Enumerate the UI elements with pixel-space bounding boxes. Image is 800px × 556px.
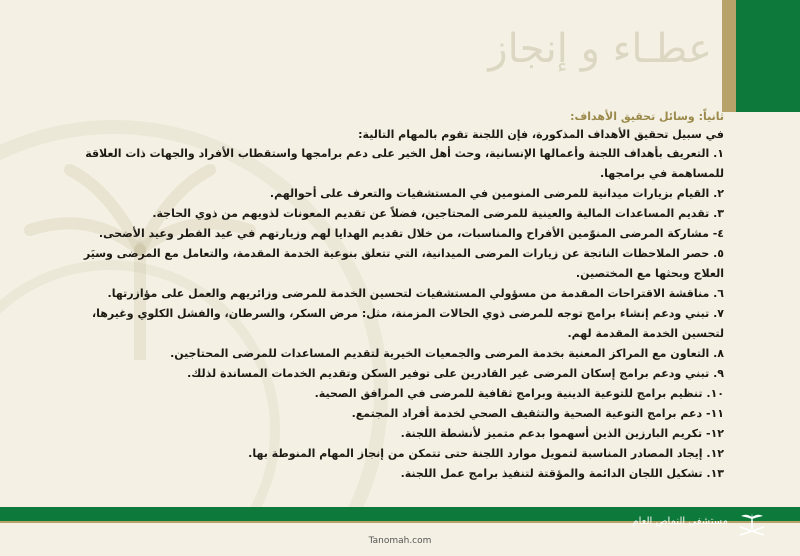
list-item: ٦. مناقشة الاقتراحات المقدمة من مسؤولي المستشفيات لتحسين الخدمة للمرضى وزائريهم والعمل على مؤازرتها. <box>107 287 724 300</box>
header-title: عطـاء و إنجاز <box>488 26 712 72</box>
site-watermark-text: Tanomah.com <box>368 536 432 546</box>
list-item: ٨. التعاون مع المراكز المعنية بخدمة المرضى والجمعيات الخيرية لتقديم المساعدات للمرضى المحتاجين. <box>170 347 724 360</box>
hospital-name: مستشفى النماص العام <box>632 516 728 527</box>
list-item: ١٣. تشكيل اللجان الدائمة والمؤقتة لتنفيذ برامج عمل اللجنة. <box>400 467 724 480</box>
top-gold-bar <box>722 0 736 112</box>
list-item: ٩. تبني ودعم برامج إسكان المرضى غير القادرين على توفير السكن وتقديم الخدمات المساندة لذلك. <box>187 367 724 380</box>
section-intro: في سبيل تحقيق الأهداف المذكورة، فإن اللجنة تقوم بالمهام التالية: <box>358 128 724 141</box>
list-item: ١٠. تنظيم برامج للتوعية الدينية وبرامج ثقافية للمرضى في المرافق الصحية. <box>314 387 724 400</box>
list-item: ١. التعريف بأهداف اللجنة وأعمالها الإنسانية، وحث أهل الخير على دعم برامجها واستقطاب الأفراد والجهات ذات العلاقة للمساهمة في برامجها. <box>85 147 724 180</box>
list-item: ١٢- تكريم البارزين الذين أسهموا بدعم متميز لأنشطة اللجنة. <box>400 427 724 440</box>
list-item: ١٢. إيجاد المصادر المناسبة لتمويل موارد اللجنة حتى تتمكن من إنجاز المهام المنوطة بها. <box>248 447 724 460</box>
list-item: ١١- دعم برامج التوعية الصحية والتثقيف الصحي لخدمة أفراد المجتمع. <box>351 407 724 420</box>
saudi-emblem-logo-icon <box>732 511 772 539</box>
top-green-block <box>736 0 800 112</box>
list-item: ٤- مشاركة المرضى المنوّمين الأفراح والمناسبات، من خلال تقديم الهدايا لهم وزيارتهم في عيد الفطر وعيد الأضحى. <box>98 227 724 240</box>
list-item: ٧. تبني ودعم إنشاء برامج توجه للمرضى ذوي الحالات المزمنة، مثل: مرض السكر، والسرطان، والفشل الكلوي وغيرها، لتحسين الخدمة المقدمة لهم. <box>92 307 724 340</box>
list-item: ٣. تقديم المساعدات المالية والعينية للمرضى المحتاجين، فضلاً عن تقديم المعونات لذويهم من ذوي الحاجة. <box>152 207 724 220</box>
list-item: ٥. حصر الملاحظات الناتجة عن زيارات المرضى الميدانية، التي تتعلق بنوعية الخدمة المقدمة، والتعامل مع المرضى وسيَر العلاج وبحثها مع المختصين. <box>83 247 724 280</box>
content <box>78 108 724 484</box>
section-heading: ثانياً: وسائل تحقيق الأهداف: <box>570 110 724 123</box>
list-item: ٢. القيام بزيارات ميدانية للمرضى المنومين في المستشفيات والتعرف على أحوالهم. <box>269 187 724 200</box>
